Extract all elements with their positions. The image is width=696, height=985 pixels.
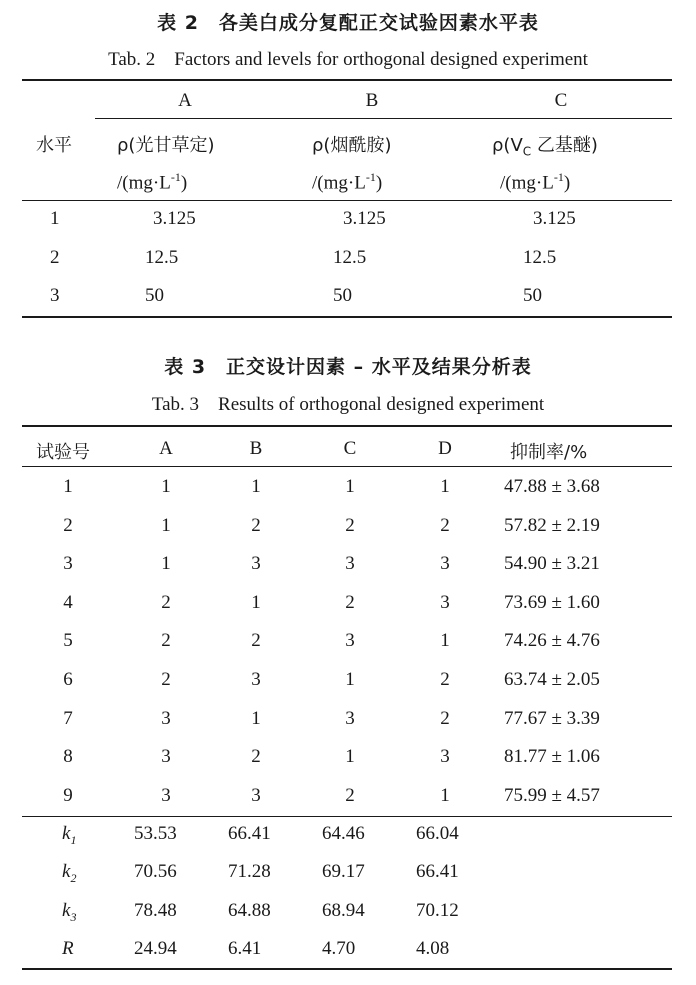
table3-cell: 3	[161, 746, 171, 768]
table3-stat-value: 70.12	[416, 899, 459, 921]
table3-cell: 3	[251, 669, 261, 690]
table3-cell: 3	[440, 591, 450, 613]
table2-level: 2	[50, 247, 60, 268]
table3-inhibition-rate: 47.88 ± 3.68	[504, 476, 600, 497]
table3-cell: 2	[440, 669, 450, 690]
table3-cell: 1	[440, 476, 450, 497]
table3-cell: 1	[251, 476, 261, 497]
table2-value-c: 50	[523, 285, 542, 306]
table3-stat-label: $k_1$	[62, 823, 77, 847]
table3-header-d: D	[438, 438, 452, 459]
table3-cell: 3	[161, 707, 171, 729]
table3-top-rule	[22, 425, 672, 427]
table2-factor-b-name: ρ(烟酰胺)	[312, 135, 392, 156]
table3-cell: 2	[161, 591, 171, 613]
table3-stat-value: 24.94	[134, 937, 177, 959]
table3-cell: 2	[345, 784, 355, 806]
table3-cell: 1	[345, 746, 355, 768]
table3-cell: 3	[161, 784, 171, 806]
table3-trial-number: 9	[63, 784, 73, 806]
table3-stat-value: 64.88	[228, 899, 271, 921]
table3-stat-value: 66.41	[228, 823, 271, 844]
table3-trial-number: 1	[63, 476, 73, 497]
table3-trial-number: 8	[63, 746, 73, 768]
table2-factor-a: A	[178, 90, 192, 111]
table3-cell: 3	[345, 707, 355, 729]
table3-inhibition-rate: 54.90 ± 3.21	[504, 553, 600, 575]
table2-factor-c: C	[554, 90, 568, 111]
table2-factor-b: B	[365, 90, 379, 111]
table3-cell: 3	[440, 746, 450, 768]
table3-cell: 2	[251, 514, 261, 536]
table3-header-c: C	[343, 438, 357, 459]
table3-cell: 1	[440, 630, 450, 652]
table3-cell: 3	[345, 630, 355, 652]
table3-inhibition-rate: 73.69 ± 1.60	[504, 591, 600, 613]
table3-header-a: A	[159, 438, 173, 459]
table2-unit-c: $/(mg\cdot L^{-1})$	[500, 170, 571, 194]
table3-inhibition-rate: 75.99 ± 4.57	[504, 784, 600, 806]
table3-stat-value: 71.28	[228, 861, 271, 883]
table3-cell: 2	[161, 630, 171, 652]
table3-trial-number: 7	[63, 707, 73, 729]
table3-trial-number: 2	[63, 514, 73, 536]
table3-trial-number: 4	[63, 591, 73, 613]
table3-stat-value: 64.46	[322, 823, 365, 844]
table2-unit-b: $/(mg\cdot L^{-1})$	[312, 170, 383, 194]
table2-header-rule	[22, 200, 672, 201]
table3-stat-label: R	[62, 937, 74, 959]
table3-cell: 2	[251, 630, 261, 652]
table3-cell: 3	[251, 553, 261, 575]
table3-header-trial: 试验号	[36, 442, 90, 463]
table3-cell: 1	[345, 476, 355, 497]
table3-stat-label: $k_3$	[62, 899, 77, 924]
table3-stat-value: 68.94	[322, 899, 365, 921]
table3-cell: 2	[345, 514, 355, 536]
table3-stat-value: 4.08	[416, 937, 450, 959]
table2-value-a: 3.125	[153, 208, 196, 229]
table3-stat-value: 66.41	[416, 861, 459, 883]
table3-header-b: B	[249, 438, 263, 459]
table2-factor-c-name: $\rho(V_C$ 乙基醚)	[492, 135, 598, 159]
table3-header-rule	[22, 466, 672, 467]
table3-stat-value: 69.17	[322, 861, 365, 883]
table2-top-rule	[22, 79, 672, 81]
table3-cell: 1	[161, 514, 171, 536]
table3-stat-value: 4.70	[322, 937, 356, 959]
table2-title-en: Tab. 2 Factors and levels for orthogonal designed experiment	[108, 49, 588, 70]
table3-stat-value: 6.41	[228, 937, 262, 959]
table3-cell: 1	[251, 707, 261, 729]
table3-trial-number: 3	[63, 553, 73, 575]
table3-stat-value: 53.53	[134, 823, 177, 844]
table3-cell: 1	[161, 476, 171, 497]
table3-title-en: Tab. 3 Results of orthogonal designed experiment	[151, 394, 545, 415]
table2-value-a: 50	[145, 285, 164, 306]
table2-value-b: 3.125	[343, 208, 386, 229]
table3-cell: 3	[251, 784, 261, 806]
table2-level: 1	[50, 208, 60, 229]
table3-inhibition-rate: 63.74 ± 2.05	[504, 669, 600, 690]
table3-stat-value: 78.48	[134, 899, 177, 921]
table2-sub-rule	[95, 118, 672, 119]
table3-cell: 3	[440, 553, 450, 575]
table2-bottom-rule	[22, 316, 672, 318]
table2-value-c: 3.125	[533, 208, 576, 229]
table3-cell: 1	[345, 669, 355, 690]
table2-unit-a: $/(mg\cdot L^{-1})$	[117, 170, 188, 194]
table3-cell: 2	[345, 591, 355, 613]
table3-inhibition-rate: 77.67 ± 3.39	[504, 707, 600, 729]
table3-stat-value: 66.04	[416, 823, 459, 844]
table3-cell: 2	[440, 514, 450, 536]
table3-inhibition-rate: 81.77 ± 1.06	[504, 746, 600, 768]
table2-level: 3	[50, 285, 60, 306]
table3-cell: 1	[251, 591, 261, 613]
table2-value-b: 50	[333, 285, 352, 306]
table3-trial-number: 5	[63, 630, 73, 652]
table3-stat-value: 70.56	[134, 861, 177, 883]
table3-stats-rule	[22, 816, 672, 817]
table3-inhibition-rate: 57.82 ± 2.19	[504, 514, 600, 536]
table3-cell: 1	[161, 553, 171, 575]
table3-cell: 2	[251, 746, 261, 768]
table2-title-cn: 表 2 各美白成分复配正交试验因素水平表	[157, 12, 539, 34]
table3-cell: 3	[345, 553, 355, 575]
table3-cell: 1	[440, 784, 450, 806]
table2-value-c: 12.5	[523, 247, 557, 268]
table3-title-cn: 表 3 正交设计因素 – 水平及结果分析表	[164, 356, 532, 378]
table2-value-a: 12.5	[145, 247, 179, 268]
table3-header-rate: 抑制率/%	[510, 442, 588, 463]
table3-stat-label: $k_2$	[62, 861, 77, 886]
table3-inhibition-rate: 74.26 ± 4.76	[504, 630, 600, 652]
table3-cell: 2	[161, 669, 171, 690]
table3-bottom-rule	[22, 968, 672, 970]
table2-level-header: 水平	[36, 135, 72, 156]
table2-value-b: 12.5	[333, 247, 367, 268]
table3-trial-number: 6	[63, 669, 73, 690]
table2-factor-a-name: ρ(光甘草定)	[117, 135, 215, 156]
table3-cell: 2	[440, 707, 450, 729]
